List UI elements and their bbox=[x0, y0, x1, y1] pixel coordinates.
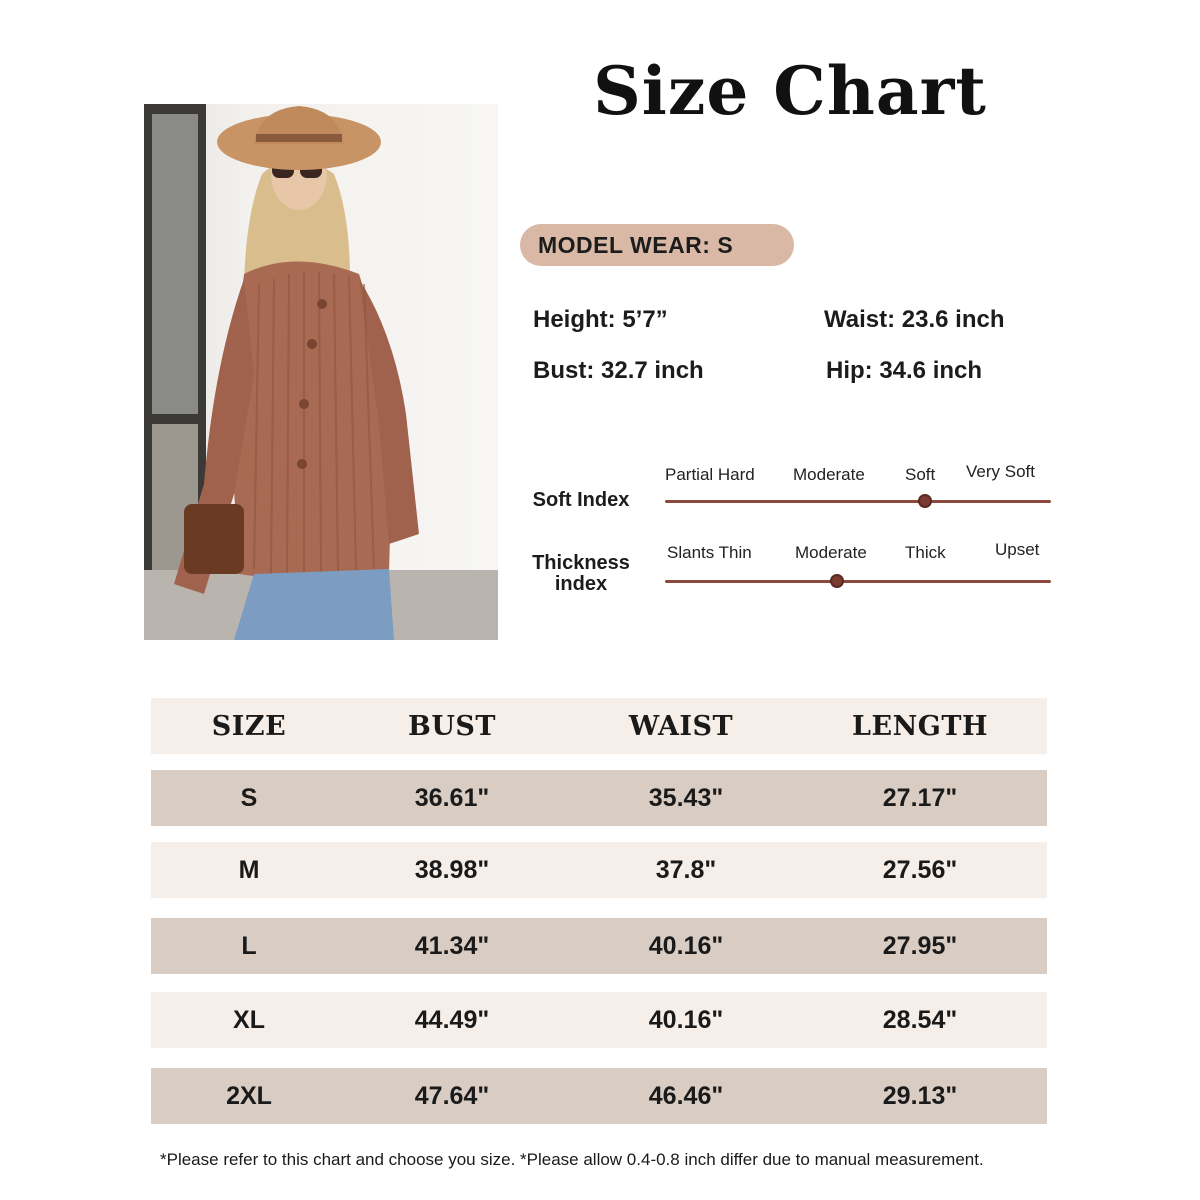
length-cell: 29.13" bbox=[882, 1081, 958, 1110]
measurement-footnote: *Please refer to this chart and choose you size. *Please allow 0.4-0.8 inch differ due to manual measurement. bbox=[160, 1150, 984, 1169]
length-cell: 27.95" bbox=[882, 931, 958, 960]
thickness-label-line1: Thickness bbox=[532, 552, 630, 574]
table-row bbox=[151, 918, 1047, 974]
header-bust: BUST bbox=[408, 710, 496, 742]
header-waist: WAIST bbox=[628, 710, 734, 742]
bust-cell: 36.61" bbox=[414, 783, 490, 812]
waist-cell: 46.46" bbox=[648, 1081, 724, 1110]
table-row bbox=[151, 770, 1047, 826]
size-cell: XL bbox=[233, 1005, 265, 1034]
soft-level-soft: Soft bbox=[905, 465, 936, 484]
thickness-index-marker bbox=[830, 574, 844, 588]
thickness-index-label bbox=[518, 553, 644, 595]
waist-cell: 37.8" bbox=[655, 855, 717, 884]
model-height: Height: 5’7” bbox=[533, 306, 668, 333]
table-row bbox=[151, 1068, 1047, 1124]
header-length: LENGTH bbox=[852, 710, 988, 742]
bust-cell: 38.98" bbox=[414, 855, 490, 884]
thickness-level-thick: Thick bbox=[905, 543, 946, 562]
thickness-level-slants-thin: Slants Thin bbox=[667, 543, 752, 562]
model-waist: Waist: 23.6 inch bbox=[824, 306, 1005, 333]
soft-index-marker bbox=[918, 494, 932, 508]
length-cell: 28.54" bbox=[882, 1005, 958, 1034]
page-title: Size Chart bbox=[593, 52, 987, 130]
table-header-row bbox=[151, 698, 1047, 754]
soft-index-scale bbox=[665, 500, 1051, 503]
size-cell: 2XL bbox=[226, 1081, 272, 1110]
soft-index-label: Soft Index bbox=[532, 489, 630, 511]
header-size: SIZE bbox=[211, 710, 287, 742]
thickness-label-line2: index bbox=[554, 573, 608, 595]
waist-cell: 40.16" bbox=[648, 931, 724, 960]
model-bust: Bust: 32.7 inch bbox=[533, 357, 704, 384]
table-row bbox=[151, 992, 1047, 1048]
length-cell: 27.56" bbox=[882, 855, 958, 884]
length-cell: 27.17" bbox=[882, 783, 958, 812]
thickness-index-scale bbox=[665, 580, 1051, 583]
thickness-level-upset: Upset bbox=[995, 540, 1040, 559]
thickness-level-moderate: Moderate bbox=[795, 543, 867, 562]
soft-level-partial-hard: Partial Hard bbox=[665, 465, 755, 484]
model-hip: Hip: 34.6 inch bbox=[826, 357, 983, 384]
size-cell: L bbox=[241, 931, 257, 960]
waist-cell: 40.16" bbox=[648, 1005, 724, 1034]
waist-cell: 35.43" bbox=[648, 783, 724, 812]
table-row bbox=[151, 842, 1047, 898]
size-cell: M bbox=[238, 855, 260, 884]
bust-cell: 47.64" bbox=[414, 1081, 490, 1110]
model-photo bbox=[144, 104, 498, 640]
bust-cell: 41.34" bbox=[414, 931, 490, 960]
model-wear-badge: MODEL WEAR: S bbox=[520, 224, 794, 266]
soft-level-moderate: Moderate bbox=[793, 465, 865, 484]
model-figure bbox=[144, 104, 498, 640]
size-cell: S bbox=[240, 783, 258, 812]
soft-level-very-soft: Very Soft bbox=[966, 462, 1035, 481]
bust-cell: 44.49" bbox=[414, 1005, 490, 1034]
